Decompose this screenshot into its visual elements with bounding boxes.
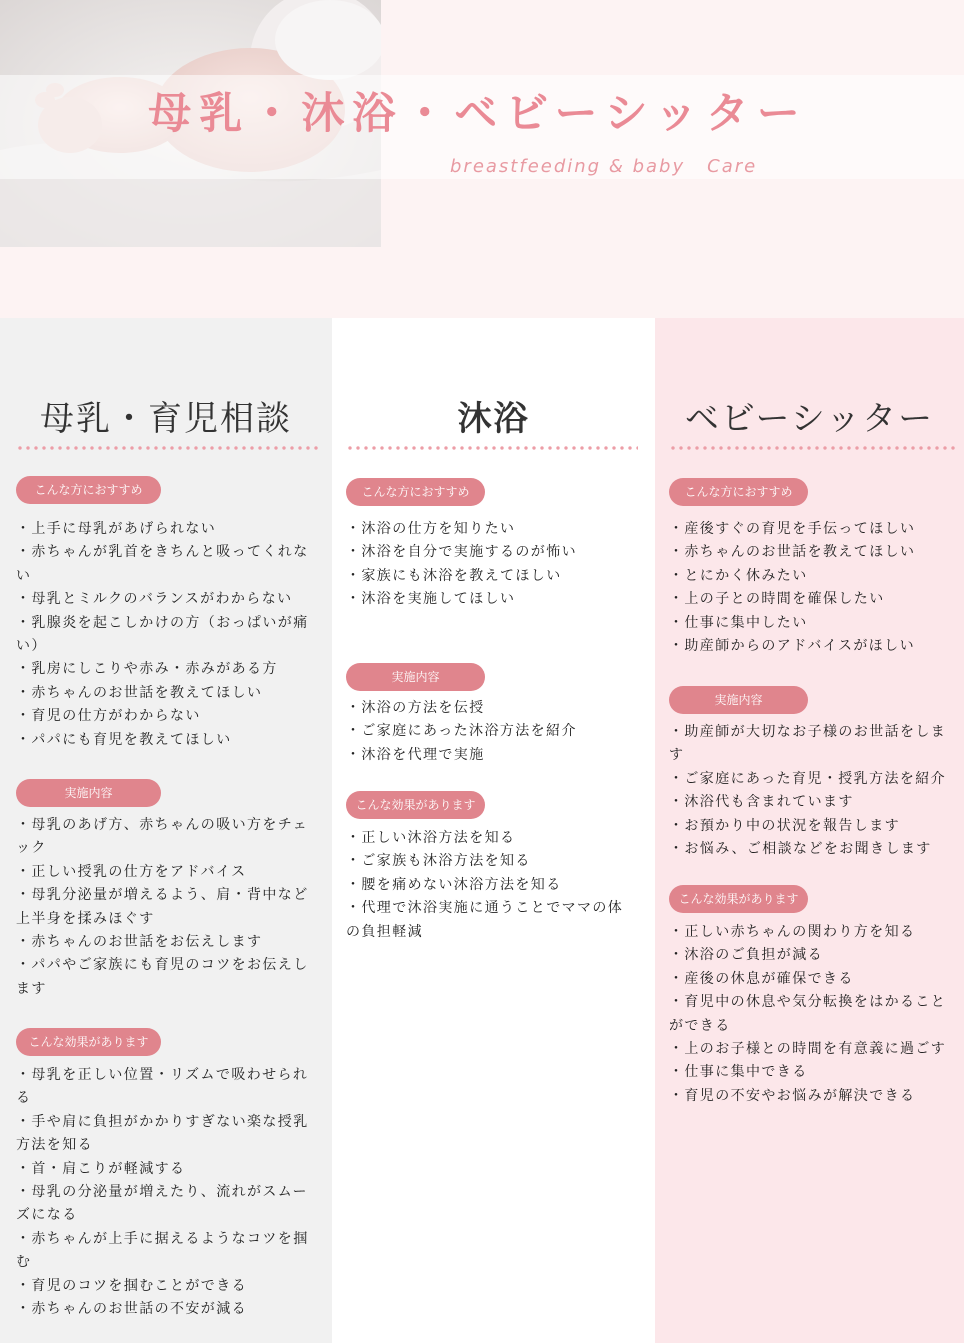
list-item: ・育児の不安やお悩みが解決できる	[669, 1087, 916, 1104]
list-item: ・腰を痛めない沐浴方法を知る	[346, 876, 562, 893]
column-babysitter	[655, 318, 964, 1343]
column-title: 母乳・育児相談	[40, 399, 292, 439]
list-item: ・赤ちゃんが上手に据えるようなコツを掴む	[16, 1230, 309, 1271]
content-list	[16, 814, 316, 1001]
content-badge: 実施内容	[669, 686, 808, 714]
recommend-badge: こんな方におすすめ	[346, 478, 485, 506]
content-list	[669, 721, 954, 861]
list-item: ・母乳分泌量が増えるよう、肩・背中など上半身を揉みほぐす	[16, 887, 309, 927]
effect-badge: こんな効果があります	[16, 1028, 161, 1056]
list-item: ・正しい沐浴方法を知る	[346, 830, 516, 846]
hero-subtitle-right: Care	[707, 156, 758, 177]
list-item: ・上の子との時間を確保したい	[669, 591, 885, 608]
list-item: ・産後すぐの育児を手伝ってほしい	[669, 521, 916, 537]
list-item: ・仕事に集中したい	[669, 614, 808, 631]
list-item: ・産後の休息が確保できる	[669, 970, 854, 987]
list-item: ・赤ちゃんのお世話の不安が減る	[16, 1301, 247, 1318]
hero-subtitle-left: breastfeeding & baby	[450, 156, 686, 177]
list-item: ・上のお子様との時間を有意義に過ごす	[669, 1041, 947, 1058]
list-item: ・ご家族も沐浴方法を知る	[346, 853, 531, 870]
list-item: ・ご家庭にあった沐浴方法を紹介	[346, 723, 577, 740]
content-badge: 実施内容	[16, 779, 161, 807]
list-item: ・家族にも沐浴を教えてほしい	[346, 567, 562, 584]
list-item: ・パパやご家族にも育児のコツをお伝えします	[16, 957, 309, 997]
effect-list	[669, 921, 954, 1108]
list-item: ・手や肩に負担がかかりすぎない楽な授乳方法を知る	[16, 1113, 309, 1154]
list-item: ・育児中の休息や気分転換をはかることができる	[669, 994, 947, 1034]
recommend-list	[346, 518, 631, 612]
content-badge: 実施内容	[346, 663, 485, 691]
list-item: ・沐浴を実施してほしい	[346, 591, 516, 608]
hero-header	[0, 0, 964, 318]
list-item: ・母乳とミルクのバランスがわからない	[16, 591, 293, 608]
column-bathing	[332, 318, 655, 1343]
content-list	[346, 697, 631, 767]
hero-title-text: 母乳・沐浴・ベビーシッター	[148, 89, 808, 139]
dotted-divider	[346, 446, 638, 450]
list-item: ・母乳のあげ方、赤ちゃんの吸い方をチェック	[16, 817, 309, 857]
dotted-divider	[669, 446, 959, 450]
list-item: ・沐浴の仕方を知りたい	[346, 521, 516, 537]
list-item: ・赤ちゃんのお世話をお伝えします	[16, 934, 263, 951]
effect-badge: こんな効果があります	[346, 791, 485, 819]
list-item: ・助産師が大切なお子様のお世話をします	[669, 724, 947, 764]
list-item: ・沐浴を自分で実施するのが怖い	[346, 544, 577, 561]
list-item: ・助産師からのアドバイスがほしい	[669, 638, 915, 655]
recommend-badge: こんな方におすすめ	[16, 476, 161, 504]
list-item: ・とにかく休みたい	[669, 567, 808, 584]
list-item: ・赤ちゃんが乳首をきちんと吸ってくれない	[16, 544, 309, 584]
list-item: ・乳腺炎を起こしかけの方（おっぱいが痛い）	[16, 614, 309, 655]
column-breastfeeding	[0, 318, 332, 1343]
list-item: ・正しい授乳の仕方をアドバイス	[16, 863, 247, 880]
list-item: ・パパにも育児を教えてほしい	[16, 731, 232, 748]
list-item: ・ご家庭にあった育児・授乳方法を紹介	[669, 770, 947, 787]
list-item: ・沐浴のご負担が減る	[669, 947, 823, 964]
list-item: ・赤ちゃんのお世話を教えてほしい	[16, 684, 263, 701]
effect-list	[16, 1064, 316, 1321]
list-item: ・沐浴代も含まれています	[669, 794, 854, 811]
list-item: ・母乳を正しい位置・リズムで吸わせられる	[16, 1067, 309, 1107]
effect-badge: こんな効果があります	[669, 885, 808, 913]
list-item: ・乳房にしこりや赤み・赤みがある方	[16, 661, 278, 678]
list-item: ・育児のコツを掴むことができる	[16, 1277, 247, 1294]
hero-subtitle	[450, 156, 757, 177]
hero-title	[0, 80, 964, 141]
list-item: ・育児の仕方がわからない	[16, 708, 201, 725]
list-item: ・お預かり中の状況を報告します	[669, 817, 900, 834]
recommend-badge: こんな方におすすめ	[669, 478, 808, 506]
list-item: ・正しい赤ちゃんの関わり方を知る	[669, 924, 916, 940]
recommend-list	[16, 518, 316, 752]
list-item: ・赤ちゃんのお世話を教えてほしい	[669, 544, 916, 561]
list-item: ・お悩み、ご相談などをお聞きします	[669, 841, 932, 858]
list-item: ・上手に母乳があげられない	[16, 521, 217, 537]
list-item: ・沐浴を代理で実施	[346, 746, 485, 763]
recommend-list	[669, 518, 954, 658]
list-item: ・沐浴の方法を伝授	[346, 700, 485, 716]
list-item: ・代理で沐浴実施に通うことでママの体の負担軽減	[346, 900, 624, 940]
list-item: ・母乳の分泌量が増えたり、流れがスムーズになる	[16, 1184, 308, 1224]
effect-list	[346, 827, 631, 944]
list-item: ・仕事に集中できる	[669, 1064, 808, 1081]
dotted-divider	[16, 446, 322, 450]
column-title: ベビーシッター	[684, 399, 935, 439]
list-item: ・首・肩こりが軽減する	[16, 1160, 186, 1177]
column-title: 沐浴	[457, 399, 530, 439]
